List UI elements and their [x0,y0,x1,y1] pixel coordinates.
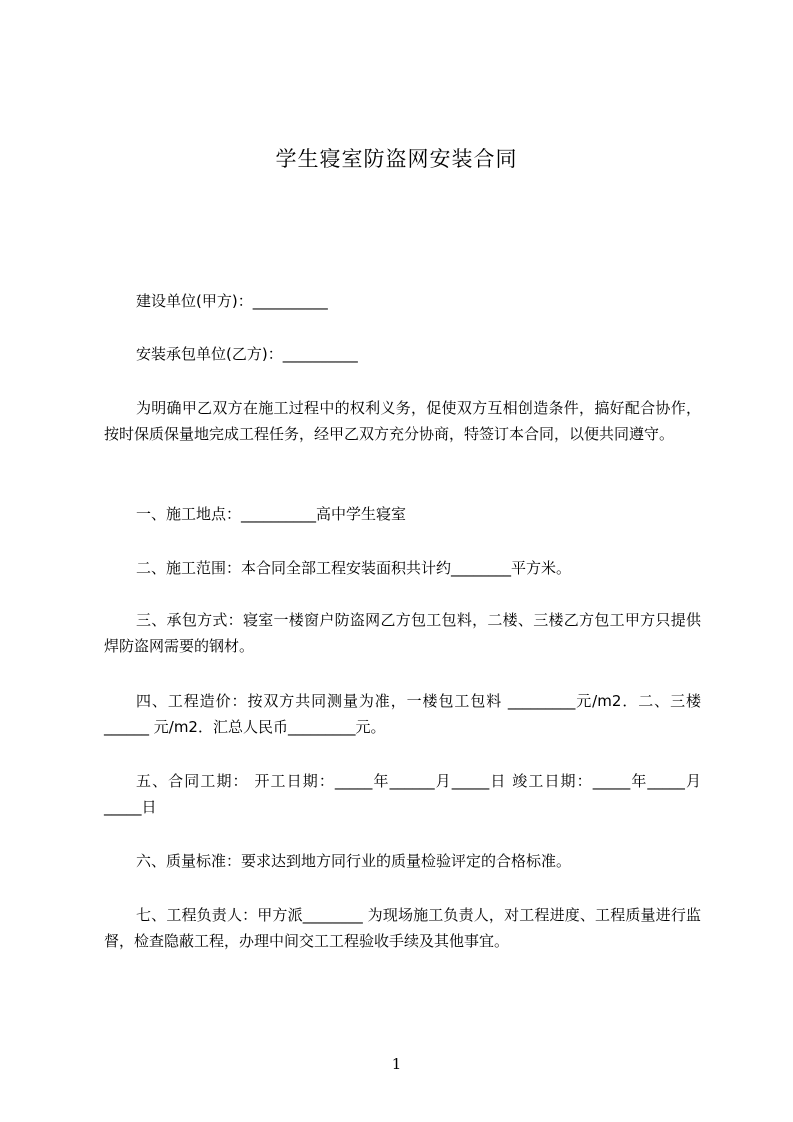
clause-7-supervisor: 七、工程负责人：甲方派________ 为现场施工负责人，对工程进度、工程质量进行监督，检查隐蔽工程，办理中间交工工程验收手续及其他事宜。 [104,906,701,950]
clause-1-location: 一、施工地点：__________高中学生寝室 [136,505,407,523]
clause-3-contract-method: 三、承包方式：寝室一楼窗户防盗网乙方包工包料，二楼、三楼乙方包工甲方只提供焊防盗网需要的钢材。 [104,611,701,655]
page-number: 1 [391,1055,402,1073]
document-title: 学生寝室防盗网安装合同 [275,147,518,171]
clause-6-quality: 六、质量标准：要求达到地方同行业的质量检验评定的合格标准。 [136,852,572,870]
clause-5-schedule: 五、合同工期： 开工日期：_____年______月_____日 竣工日期：_____年_____月_____日 [104,772,701,816]
party-b-line: 安装承包单位(乙方)：__________ [136,345,358,363]
preamble-paragraph: 为明确甲乙双方在施工过程中的权利义务，促使双方互相创造条件，搞好配合协作，按时保质保量地完成工程任务，经甲乙双方充分协商，特签订本合同，以便共同遵守。 [104,399,701,443]
clause-4-cost: 四、工程造价：按双方共同测量为准，一楼包工包料 _________元/m2．二、三楼______ 元/m2．汇总人民币_________元。 [104,692,701,736]
clause-2-scope: 二、施工范围：本合同全部工程安装面积共计约________平方米。 [136,559,572,577]
party-a-line: 建设单位(甲方)：__________ [136,292,328,310]
